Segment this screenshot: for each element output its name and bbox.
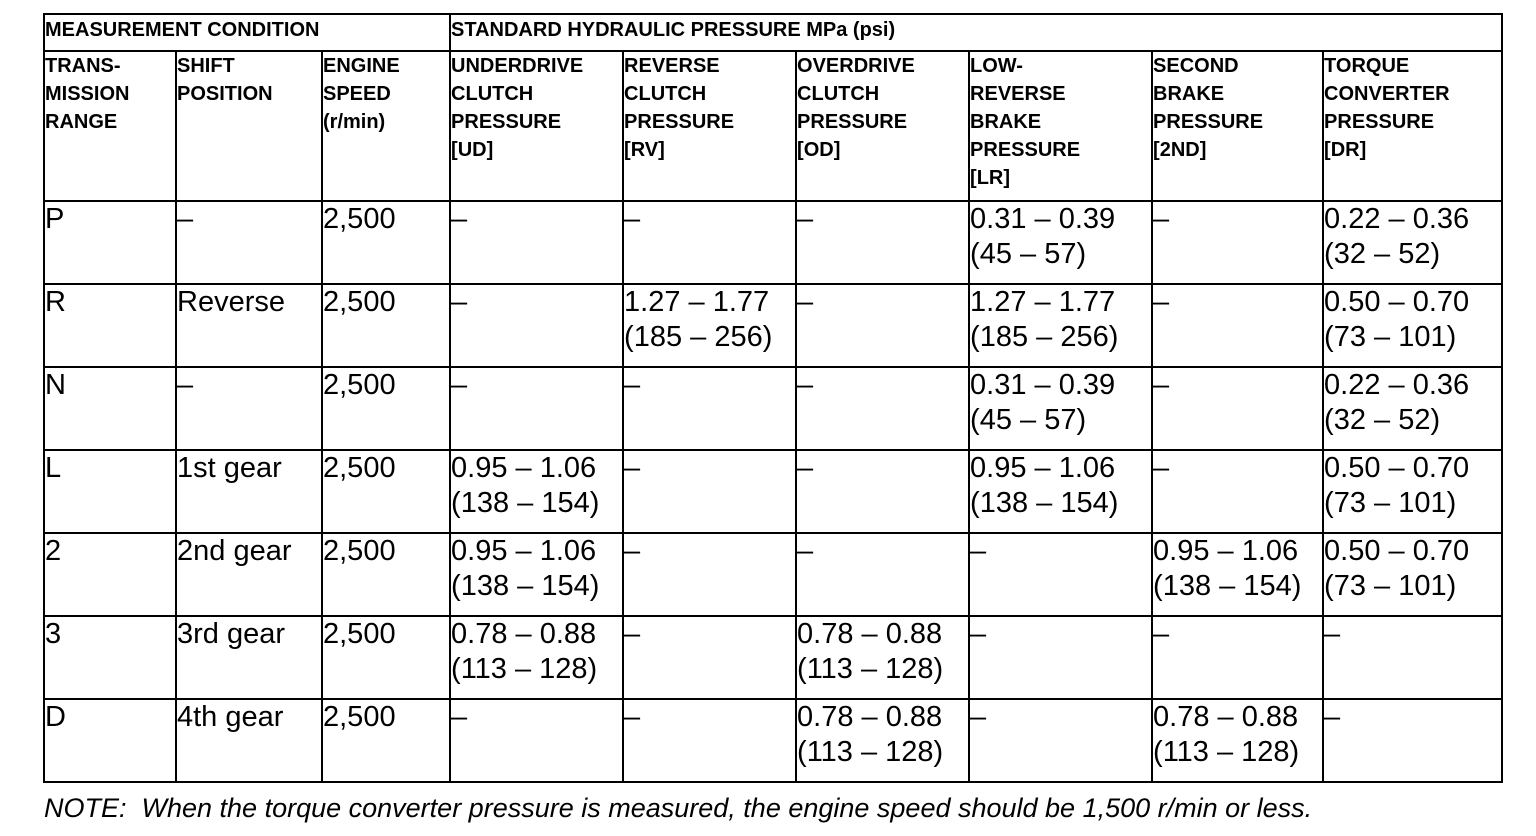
cell-low-reverse-brake: 0.95 – 1.06 (138 – 154) [969,450,1152,533]
column-header-low-reverse-brake: LOW- REVERSE BRAKE PRESSURE [LR] [969,51,1152,201]
table-row [44,201,1502,284]
cell-second-brake: 0.78 – 0.88 (113 – 128) [1152,699,1323,782]
cell-torque-converter: 0.50 – 0.70 (73 – 101) [1323,450,1502,533]
cell-engine-speed: 2,500 [322,533,450,616]
table-row [44,284,1502,367]
cell-underdrive-clutch: – [450,699,623,782]
cell-underdrive-clutch: – [450,201,623,284]
footnote: NOTE: When the torque converter pressure is measured, the engine speed should be 1,500 r/min or less. [44,793,1313,823]
hydraulic-pressure-table [43,13,1503,783]
cell-engine-speed: 2,500 [322,284,450,367]
cell-engine-speed: 2,500 [322,367,450,450]
cell-low-reverse-brake: – [969,699,1152,782]
cell-transmission-range: 3 [44,616,176,699]
cell-reverse-clutch: – [623,699,796,782]
cell-torque-converter: – [1323,699,1502,782]
column-header-shift-position: SHIFT POSITION [176,51,322,201]
column-header-underdrive-clutch: UNDERDRIVE CLUTCH PRESSURE [UD] [450,51,623,201]
column-header-row [44,51,1502,201]
cell-reverse-clutch: – [623,616,796,699]
cell-transmission-range: R [44,284,176,367]
cell-shift-position: – [176,367,322,450]
cell-underdrive-clutch: 0.95 – 1.06 (138 – 154) [450,450,623,533]
cell-second-brake: – [1152,284,1323,367]
cell-engine-speed: 2,500 [322,699,450,782]
cell-second-brake: – [1152,450,1323,533]
cell-shift-position: Reverse [176,284,322,367]
cell-shift-position: – [176,201,322,284]
cell-shift-position: 3rd gear [176,616,322,699]
cell-torque-converter: 0.22 – 0.36 (32 – 52) [1323,201,1502,284]
cell-overdrive-clutch: – [796,533,969,616]
table-row [44,367,1502,450]
cell-second-brake: – [1152,616,1323,699]
table-row [44,616,1502,699]
column-header-reverse-clutch: REVERSE CLUTCH PRESSURE [RV] [623,51,796,201]
cell-engine-speed: 2,500 [322,201,450,284]
cell-overdrive-clutch: – [796,367,969,450]
cell-shift-position: 4th gear [176,699,322,782]
cell-second-brake: 0.95 – 1.06 (138 – 154) [1152,533,1323,616]
cell-transmission-range: L [44,450,176,533]
cell-low-reverse-brake: 0.31 – 0.39 (45 – 57) [969,201,1152,284]
cell-torque-converter: 0.22 – 0.36 (32 – 52) [1323,367,1502,450]
cell-shift-position: 2nd gear [176,533,322,616]
cell-low-reverse-brake: 1.27 – 1.77 (185 – 256) [969,284,1152,367]
cell-overdrive-clutch: 0.78 – 0.88 (113 – 128) [796,616,969,699]
column-header-second-brake: SECOND BRAKE PRESSURE [2ND] [1152,51,1323,201]
table-row [44,533,1502,616]
cell-torque-converter: – [1323,616,1502,699]
cell-engine-speed: 2,500 [322,450,450,533]
cell-second-brake: – [1152,367,1323,450]
table-row [44,450,1502,533]
cell-low-reverse-brake: – [969,533,1152,616]
cell-underdrive-clutch: – [450,367,623,450]
cell-transmission-range: P [44,201,176,284]
table-body [44,201,1502,782]
cell-reverse-clutch: – [623,533,796,616]
group-header-measurement-condition: MEASUREMENT CONDITION [44,14,450,51]
cell-transmission-range: D [44,699,176,782]
column-header-torque-converter: TORQUE CONVERTER PRESSURE [DR] [1323,51,1502,201]
cell-torque-converter: 0.50 – 0.70 (73 – 101) [1323,533,1502,616]
cell-underdrive-clutch: – [450,284,623,367]
cell-overdrive-clutch: – [796,201,969,284]
cell-second-brake: – [1152,201,1323,284]
cell-underdrive-clutch: 0.95 – 1.06 (138 – 154) [450,533,623,616]
cell-low-reverse-brake: – [969,616,1152,699]
group-header-row [44,14,1502,51]
cell-engine-speed: 2,500 [322,616,450,699]
cell-transmission-range: 2 [44,533,176,616]
cell-torque-converter: 0.50 – 0.70 (73 – 101) [1323,284,1502,367]
column-header-engine-speed: ENGINE SPEED (r/min) [322,51,450,201]
cell-transmission-range: N [44,367,176,450]
cell-overdrive-clutch: 0.78 – 0.88 (113 – 128) [796,699,969,782]
cell-underdrive-clutch: 0.78 – 0.88 (113 – 128) [450,616,623,699]
column-header-transmission-range: TRANS- MISSION RANGE [44,51,176,201]
table-row [44,699,1502,782]
cell-shift-position: 1st gear [176,450,322,533]
cell-overdrive-clutch: – [796,284,969,367]
cell-reverse-clutch: 1.27 – 1.77 (185 – 256) [623,284,796,367]
column-header-overdrive-clutch: OVERDRIVE CLUTCH PRESSURE [OD] [796,51,969,201]
cell-overdrive-clutch: – [796,450,969,533]
group-header-standard-pressure: STANDARD HYDRAULIC PRESSURE MPa (psi) [450,14,1502,51]
cell-reverse-clutch: – [623,450,796,533]
cell-reverse-clutch: – [623,367,796,450]
cell-low-reverse-brake: 0.31 – 0.39 (45 – 57) [969,367,1152,450]
cell-reverse-clutch: – [623,201,796,284]
